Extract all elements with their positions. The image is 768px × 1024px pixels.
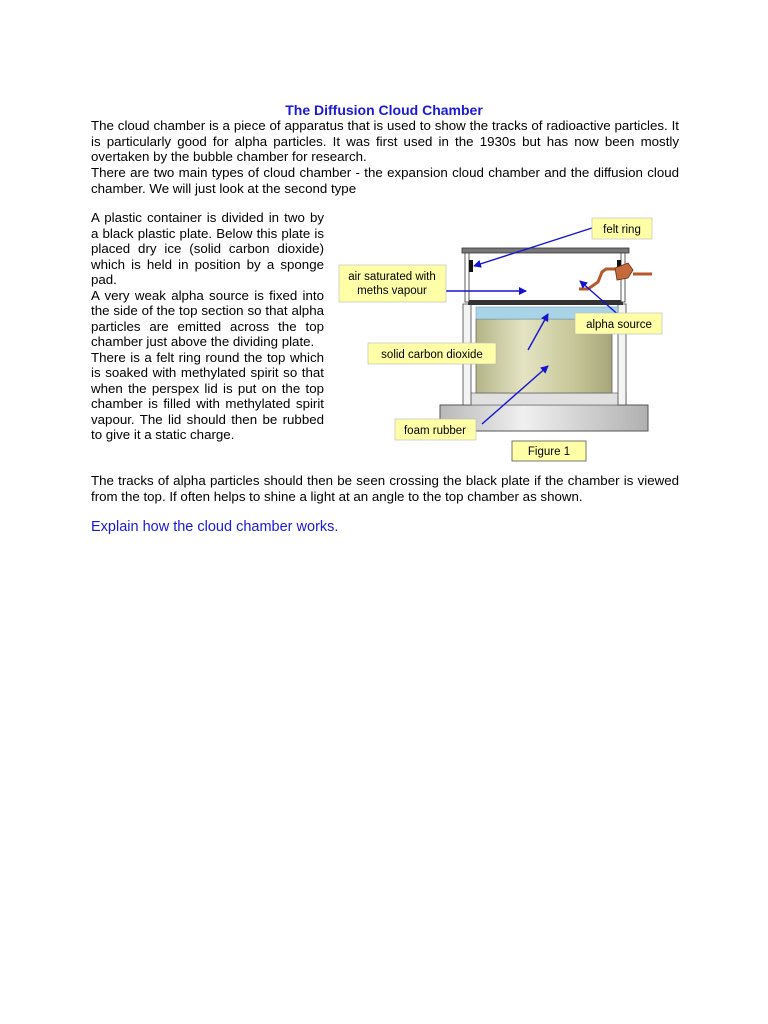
source-holder <box>579 269 615 289</box>
foam-pad <box>464 393 626 405</box>
intro-paragraph: The cloud chamber is a piece of apparatus that is used to show the tracks of radioactive particles. It is particularly good for alpha particles. It was first used in the 1930s but has now been mostly overtaken by the bubble chamber for research. <box>91 118 679 164</box>
figure-caption: Figure 1 <box>527 446 571 458</box>
arrow-felt-ring <box>474 228 592 266</box>
black-plate <box>468 300 623 305</box>
label-alpha-source: alpha source <box>586 319 652 331</box>
question-prompt: Explain how the cloud chamber works. <box>91 519 339 535</box>
cloud-chamber-figure <box>336 212 666 462</box>
description-column <box>91 210 324 443</box>
label-foam-rubber: foam rubber <box>403 425 467 437</box>
felt-paragraph: There is a felt ring round the top which is soaked with methylated spirit so that when the perspex lid is put on the top chamber is filled with methylated spirit vapour. The lid should then be rubbed to give it a static charge. <box>91 349 324 442</box>
felt-pad-left <box>469 260 473 272</box>
top-wall-left <box>465 252 469 302</box>
source-paragraph: A very weak alpha source is fixed into the side of the top section so that alpha particles are emitted across the top chamber just above the dividing plate. <box>91 287 324 349</box>
label-air-line2: meths vapour <box>357 285 427 297</box>
tracks-paragraph: The tracks of alpha particles should then be seen crossing the black plate if the chamber is viewed from the top. If often helps to shine a light at an angle to the top chamber as shown. <box>91 473 679 504</box>
page-title: The Diffusion Cloud Chamber <box>285 102 483 118</box>
label-air-line1: air saturated with <box>348 271 436 283</box>
container-paragraph: A plastic container is divided in two by a black plastic plate. Below this plate is placed dry ice (solid carbon dioxide) which is held in position by a sponge pad. <box>91 210 324 287</box>
label-felt-ring: felt ring <box>603 224 641 236</box>
label-solid-co2: solid carbon dioxide <box>381 349 483 361</box>
perspex-lid <box>462 248 629 253</box>
types-paragraph: There are two main types of cloud chamber - the expansion cloud chamber and the diffusion cloud chamber. We will just look at the second type <box>91 165 679 196</box>
